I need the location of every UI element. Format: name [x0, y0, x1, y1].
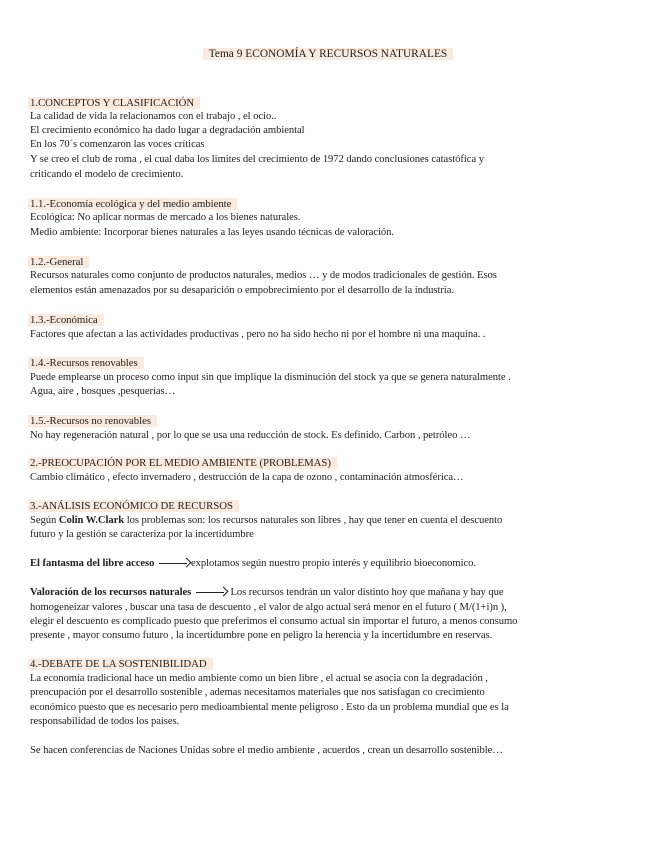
paragraph-line: Recursos naturales como conjunto de productos naturales, medios … y de modos tradicionales de gestión. Esos — [30, 270, 497, 281]
paragraph-line: Agua, aire , bosques ,pesquerías… — [30, 386, 176, 397]
paragraph-line: El crecimiento económico ha dado lugar a degradación ambiental — [30, 125, 305, 136]
section-heading-recursos-no-renovables: 1.5.-Recursos no renovables — [30, 414, 157, 428]
section-heading-sostenibilidad: 4.-DEBATE DE LA SOSTENIBILIDAD — [30, 657, 213, 671]
paragraph-line: presente , mayor consumo futuro , la incertidumbre pone en peligro la herencia y la incertidumbre en reservas. — [30, 630, 493, 641]
paragraph-line: Y se creo el club de roma , el cual daba los limites del crecimiento de 1972 dando conclusiones catastófica y — [30, 154, 484, 165]
section-heading-analisis: 3.-ANÁLISIS ECONÓMICO DE RECURSOS — [30, 499, 239, 513]
paragraph-line: responsabilidad de todos los países. — [30, 716, 180, 727]
section-heading-economia-ecologica: 1.1.-Economía ecológica y del medio ambiente — [30, 197, 237, 211]
paragraph-line-valoracion: Valoración de los recursos naturales Los recursos tendrán un valor distinto hoy que mañana y hay que — [30, 587, 504, 598]
section-heading-preocupacion: 2.-PREOCUPACIÓN POR EL MEDIO AMBIENTE (PROBLEMAS) — [30, 456, 337, 470]
paragraph-line: económico puesto que es necesario pero medioambiental mente peligroso . Esto da un problema mundial que es la — [30, 702, 509, 713]
paragraph-line: Factores que afectan a las actividades productivas , pero no ha sido hecho ni por el hombre ni una maquina. . — [30, 329, 486, 340]
paragraph-line: criticando el modelo de crecimiento. — [30, 169, 184, 180]
paragraph-line-fantasma: El fantasma del libre acceso explotamos según nuestro propio interés y equilibrio bioeconomico. — [30, 558, 476, 569]
right-arrow-icon — [194, 588, 228, 598]
section-heading-economica: 1.3.-Económica — [30, 313, 104, 327]
right-arrow-icon — [157, 559, 191, 569]
paragraph-line: elegir el descuento es complicado puesto que preferimos el consumo actual sin importar el futuro, a menos consumo — [30, 616, 518, 627]
section-heading-conceptos: 1.CONCEPTOS Y CLASIFICACIÓN — [30, 96, 200, 110]
paragraph-line: Ecológica: No aplicar normas de mercado a los bienes naturales. — [30, 212, 301, 223]
document-title: Tema 9 ECONOMÍA Y RECURSOS NATURALES — [0, 46, 656, 62]
paragraph-line: No hay regeneración natural , por lo que se usa una reducción de stock. Es definido. Carbon , petróleo … — [30, 430, 471, 441]
paragraph-line-closing: Se hacen conferencias de Naciones Unidas sobre el medio ambiente , acuerdos , crean un desarrollo sostenible… — [30, 745, 503, 756]
paragraph-line: Según Colin W.Clark los problemas son: los recursos naturales son libres , hay que tener en cuenta el descuento — [30, 515, 503, 526]
paragraph-line: preocupación por el desarrollo sostenible , ademas necesitamos materiales que nos satisfagan co crecimiento — [30, 687, 485, 698]
paragraph-line: homogeneizar valores , buscar una tasa de descuento , el valor de algo actual será menor en el futuro ( M/(1+i)n ), — [30, 602, 507, 613]
paragraph-line: elementos están amenazados por su desaparición o empobrecimiento por el desarrollo de la industria. — [30, 285, 454, 296]
paragraph-line: Medio ambiente: Incorporar bienes naturales a las leyes usando técnicas de valoración. — [30, 227, 394, 238]
section-heading-recursos-renovables: 1.4.-Recursos renovables — [30, 356, 144, 370]
section-heading-general: 1.2.-General — [30, 255, 89, 269]
paragraph-line: La economía tradicional hace un medio ambiente como un bien libre , el actual se asocia con la degradación , — [30, 673, 488, 684]
author-name: Colin W.Clark — [58, 515, 125, 526]
paragraph-line: futuro y la gestión se caracteriza por la incertidumbre — [30, 529, 254, 540]
paragraph-line: Cambio climático , efecto invernadero , destrucción de la capa de ozono , contaminación atmosférica… — [30, 472, 464, 483]
paragraph-line: En los 70´s comenzaron las voces críticas — [30, 139, 205, 150]
paragraph-line: La calidad de vida la relacionamos con el trabajo , el ocio.. — [30, 111, 277, 122]
paragraph-line: Puede emplearse un proceso como input sin que implique la disminución del stock ya que se genera naturalmente . — [30, 372, 511, 383]
